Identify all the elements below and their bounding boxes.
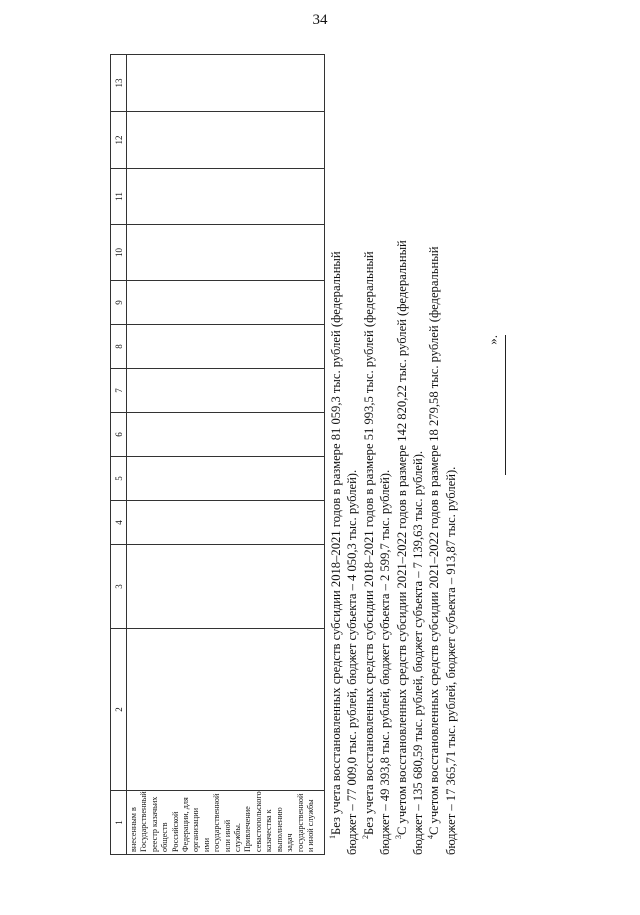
column-header: 10	[111, 225, 127, 281]
footnote-3-continued: бюджет – 135 680,59 тыс. рублей, бюджет субъекта – 7 139,63 тыс. рублей).	[411, 450, 426, 855]
column-header: 3	[111, 545, 127, 629]
footnote-text: С учетом восстановленных средств субсидии 2021–2022 годов в размере 142 820,22 тыс. рублей (федеральный	[394, 240, 409, 835]
table-cell	[127, 55, 325, 112]
first-column-text: внесенным в Государственный реестр казачьих обществ Российской Федерации, для организации ими государственной или иной службы. Привлечение севастопольского казачества к выполнению задач государственной и иной службы	[129, 791, 315, 852]
table-cell	[127, 457, 325, 501]
column-header: 1	[111, 791, 127, 855]
table-cell	[127, 325, 325, 369]
footnote-mark: 4	[426, 835, 436, 839]
footnote-mark: 2	[360, 835, 370, 839]
column-header: 7	[111, 369, 127, 413]
table-cell	[127, 791, 325, 855]
closing-quote: ».	[485, 335, 500, 345]
footnotes	[328, 55, 459, 855]
footnote-1-continued: бюджет – 77 009,0 тыс. рублей, бюджет субъекта – 4 050,3 тыс. рублей).	[345, 469, 360, 855]
table-cell	[127, 369, 325, 413]
table-cell	[127, 225, 325, 281]
footnote-2-continued: бюджет – 49 393,8 тыс. рублей, бюджет субъекта – 2 599,7 тыс. рублей).	[378, 469, 393, 855]
footnote-text: Без учета восстановленных средств субсидии 2018–2021 годов в размере 81 059,3 тыс. рублей (федеральный	[329, 251, 343, 835]
closing-rule	[505, 335, 506, 475]
column-header: 2	[111, 629, 127, 791]
footnote-mark: 3	[393, 835, 403, 839]
column-header: 12	[111, 112, 127, 169]
column-header: 9	[111, 281, 127, 325]
footnote-4	[426, 55, 442, 855]
table-header-row	[111, 55, 127, 855]
table-cell	[127, 169, 325, 225]
column-header: 13	[111, 55, 127, 112]
table-cell	[127, 413, 325, 457]
footnote-mark: 1	[327, 835, 337, 839]
column-header: 4	[111, 501, 127, 545]
table-row	[127, 55, 325, 855]
footnote-text: Без учета восстановленных средств субсидии 2018–2021 годов в размере 51 993,5 тыс. рублей (федеральный	[361, 251, 376, 835]
rotated-content	[110, 55, 620, 855]
footnote-2	[361, 55, 377, 855]
table-cell	[127, 281, 325, 325]
footnote-text: С учетом восстановленных средств субсидии 2021–2022 годов в размере 18 279,58 тыс. рублей (федеральный	[427, 246, 442, 835]
table-cell	[127, 545, 325, 629]
table-cell	[127, 112, 325, 169]
footnote-4-continued: бюджет – 17 365,71 тыс. рублей, бюджет субъекта – 913,87 тыс. рублей).	[443, 466, 458, 855]
column-header: 11	[111, 169, 127, 225]
page-number: 34	[312, 12, 328, 28]
table-cell	[127, 501, 325, 545]
data-table	[110, 54, 325, 855]
column-header: 5	[111, 457, 127, 501]
column-header: 6	[111, 413, 127, 457]
table-cell	[127, 629, 325, 791]
footnote-1	[328, 55, 344, 855]
column-header: 8	[111, 325, 127, 369]
footnote-3	[394, 55, 410, 855]
